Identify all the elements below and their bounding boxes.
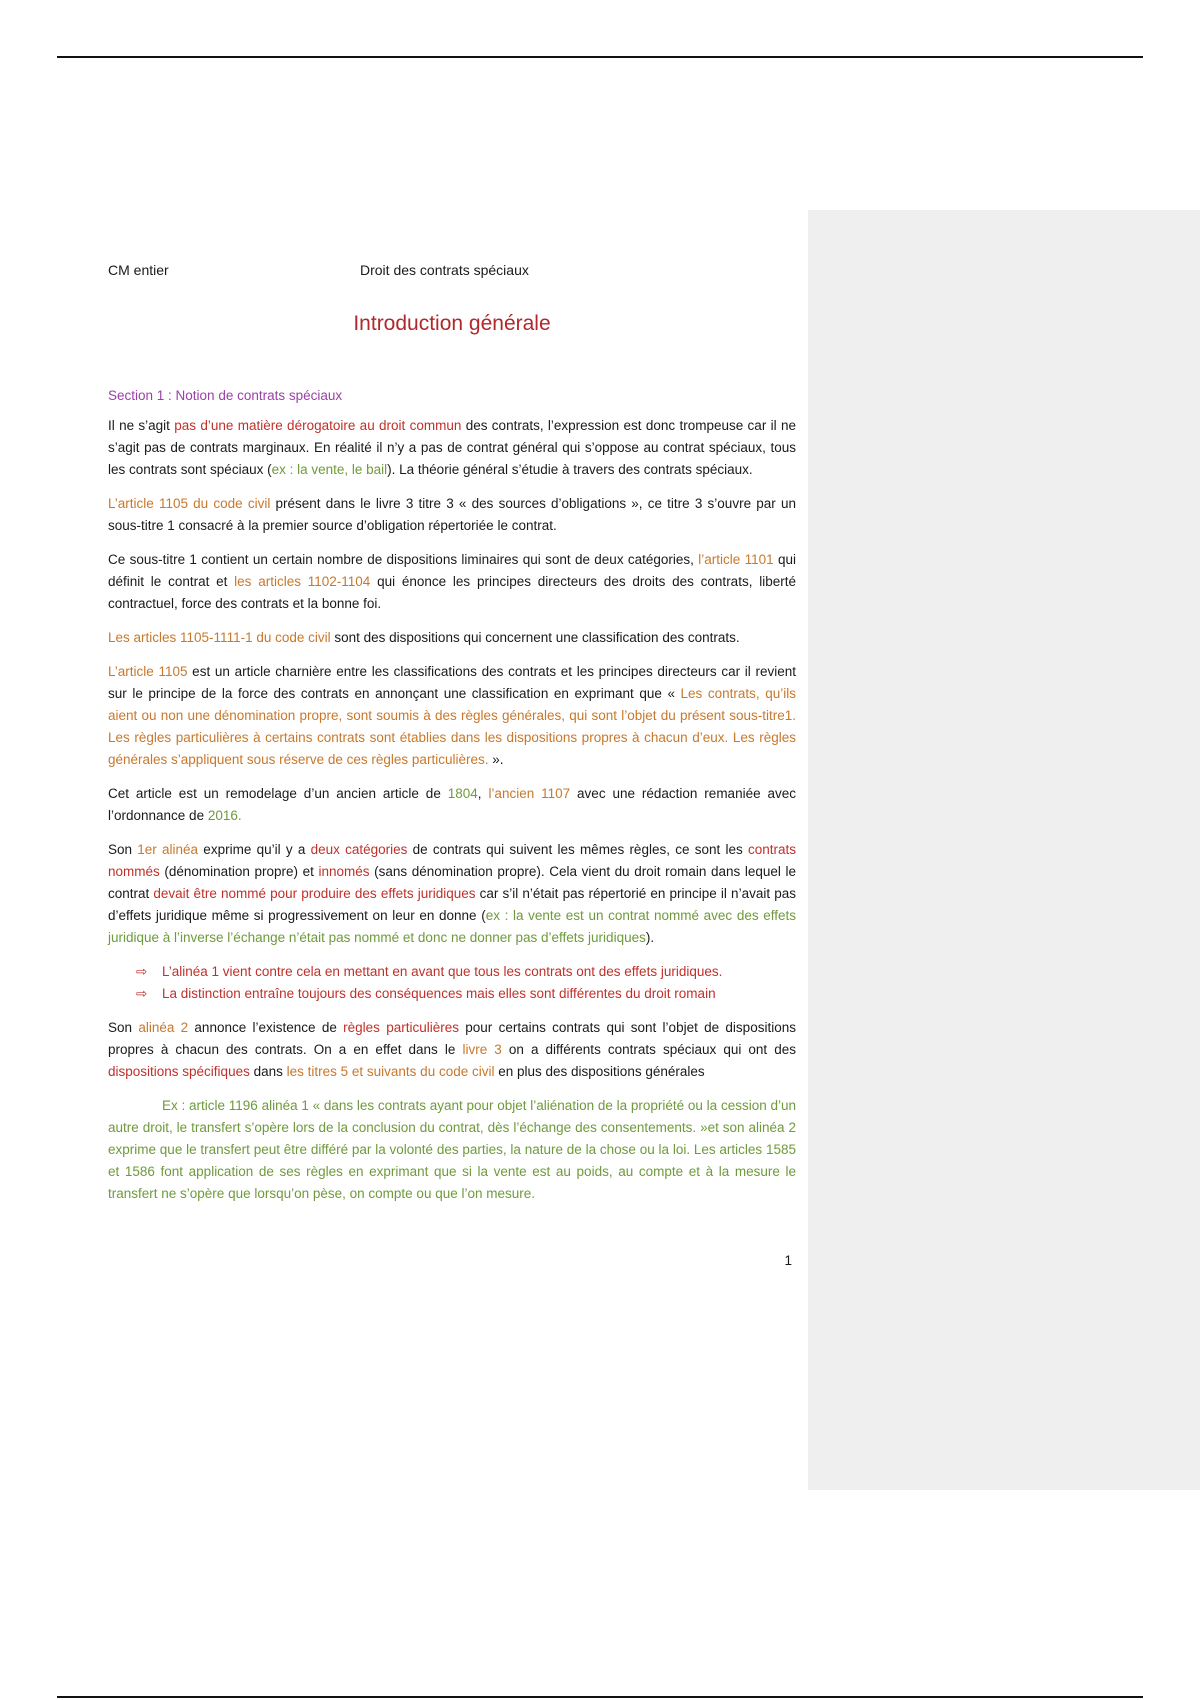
paragraph-8: Son alinéa 2 annonce l’existence de règles particulières pour certains contrats qui sont l’objet de dispositions propres à chacun des contrats. On a en effet dans le livre 3 on a différents contrats spéciaux qui ont des dispositions spécifiques dans les titres 5 et suivants du code civil en plus des dispositions générales: [108, 1020, 797, 1079]
paragraph-5: L’article 1105 est un article charnière entre les classifications des contrats et les principes directeurs car il revient sur le principe de la force des contrats en annonçant une classification en exprimant que « Les contrats, qu’ils aient ou non une dénomination propre, sont soumis à des règles générales, qui sont l’objet du présent sous-titre1. Les règles particulières à certains contrats sont établies dans les dispositions propres à chacun d’eux. Les règles générales s’appliquent sous réserve de ces règles particulières. ».: [108, 664, 796, 767]
page-title: Introduction générale: [353, 312, 551, 335]
header-center: Droit des contrats spéciaux: [360, 262, 529, 278]
paragraph-3: Ce sous-titre 1 contient un certain nombre de dispositions liminaires qui sont de deux catégories, l’article 1101 qui définit le contrat et les articles 1102-1104 qui énonce les principes directeurs des droits des contrats, liberté contractuel, force des contrats et la bonne foi.: [108, 552, 796, 611]
example-paragraph: Ex : article 1196 alinéa 1 « dans les contrats ayant pour objet l’aliénation de la propriété ou la cession d’un autre droit, le transfert s’opère lors de la conclusion du contrat, dès l’échange des consentements. »et son alinéa 2 exprime que le transfert peut être différé par la volonté des parties, la nature de la chose ou la loi. Les articles 1585 et 1586 font application de ses règles en exprimant que si la vente est au poids, au compte et à la mesure le transfert ne s’opère que lorsqu’on pèse, on compte ou que l’on mesure.: [108, 1098, 796, 1201]
paragraph-6: Cet article est un remodelage d’un ancien article de 1804, l’ancien 1107 avec une rédaction remaniée avec l’ordonnance de 2016.: [108, 786, 797, 823]
list-item: ⇨ La distinction entraîne toujours des conséquences mais elles sont différentes du droit romain: [136, 983, 796, 1005]
paragraph-1: Il ne s’agit pas d’une matière dérogatoire au droit commun des contrats, l’expression est donc trompeuse car il ne s’agit pas de contrats marginaux. En réalité il n’y a pas de contrat général qui s’oppose au contrat spéciaux, tous les contrats sont spéciaux (ex : la vente, le bail). La théorie général s’étudie à travers des contrats spéciaux.: [108, 418, 796, 477]
paragraph-4: Les articles 1105-1111-1 du code civil sont des dispositions qui concernent une classification des contrats.: [108, 630, 740, 645]
paragraph-2: L’article 1105 du code civil présent dans le livre 3 titre 3 « des sources d’obligations », ce titre 3 s’ouvre par un sous-titre 1 consacré à la premier source d’obligation répertoriée le contrat.: [108, 496, 796, 533]
comment-margin-pane: [808, 210, 1200, 1490]
document-page: [108, 262, 796, 1268]
footer-rule: [57, 1696, 1143, 1698]
paragraph-7: Son 1er alinéa exprime qu’il y a deux catégories de contrats qui suivent les mêmes règles, ce sont les contrats nommés (dénomination propre) et innomés (sans dénomination propre). Cela vient du droit romain dans lequel le contrat devait être nommé pour produire des effets juridiques car s’il n’était pas répertorié en principe il n’avait pas d’effets juridique même si progressivement on leur en donne (ex : la vente est un contrat nommé avec des effets juridique à l’inverse l’échange n’était pas nommé et donc ne donner pas d’effets juridiques).: [108, 842, 797, 945]
page-number: 1: [784, 1253, 792, 1268]
arrow-icon: ⇨: [136, 964, 148, 979]
section-heading: Section 1 : Notion de contrats spéciaux: [108, 388, 343, 403]
header-left: CM entier: [108, 262, 169, 278]
list-item: ⇨ L’alinéa 1 vient contre cela en mettant en avant que tous les contrats ont des effets juridiques.: [136, 961, 796, 983]
header-rule: [57, 56, 1143, 58]
page-header: [108, 262, 796, 284]
arrow-icon: ⇨: [136, 986, 148, 1001]
arrow-list: [108, 961, 796, 1005]
